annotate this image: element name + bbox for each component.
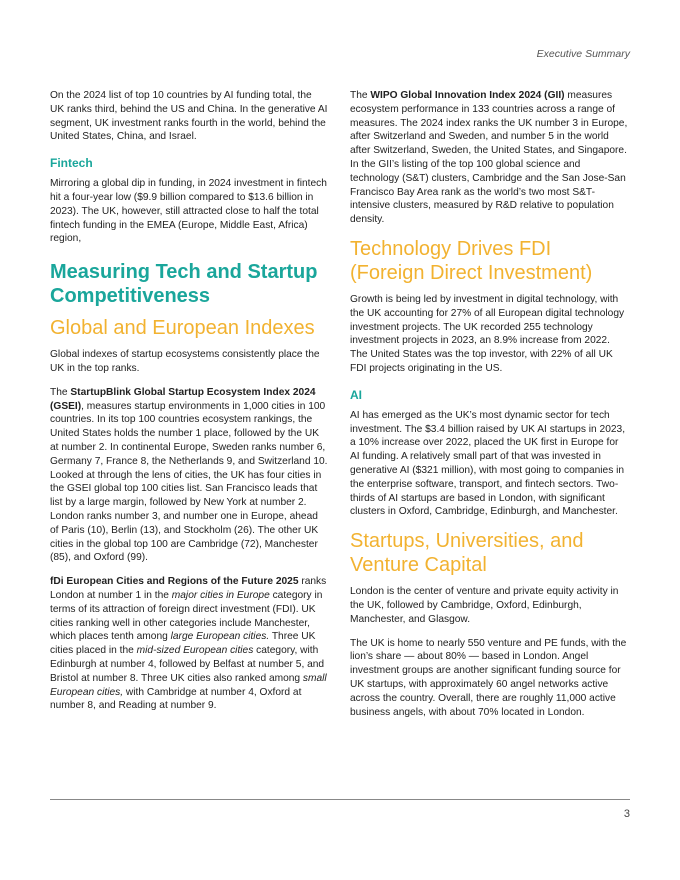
section-title: Measuring Tech and Startup Competitiveness xyxy=(50,261,318,308)
fdi-italic: small European cities, xyxy=(50,672,327,698)
running-head: Executive Summary xyxy=(536,48,630,60)
gsei-lead: The xyxy=(50,386,71,398)
ai-paragraph: AI has emerged as the UK’s most dynamic sector for tech investment. The $3.4 billion raised by UK AI startups in 2023, a 10% increase over 2022, placed the UK first in Europe for AI funding. A relatively small part of that was invested in generative AI ($321 million), with most going to companies in the enterprise software, transport, and fintech sectors. Two-thirds of AI startups are based in London, with significant clusters in Oxford, Cambridge, Edinburgh, and Manchester. xyxy=(350,409,626,518)
fintech-paragraph: Mirroring a global dip in funding, in 2024 investment in fintech hit a four-year low ($9.9 billion compared to $13.6 billion in 2023). The UK, however, still attracted close to half the total fintech funding in the EMEA (Europe, Middle East, Africa) region, xyxy=(50,178,327,245)
gsei-name: StartupBlink Global Startup Ecosystem Index 2024 (GSEI) xyxy=(50,386,316,412)
fdi-seg: category, with Edinburgh at number 4, followed by Belfast at number 5, and Bristol at number 8. Three UK cities also ranked among xyxy=(50,645,325,684)
page-number: 3 xyxy=(623,808,630,820)
right-column xyxy=(350,89,628,729)
fdi-italic: major cities in Europe xyxy=(171,589,270,601)
indexes-heading: Global and European Indexes xyxy=(50,317,315,340)
fdi-seg: ranks London at number 1 in the xyxy=(50,576,327,601)
fdi-seg: category in terms of its attraction of foreign direct investment (FDI). UK cities ranking well in other categories include Manchester, which places tenth among xyxy=(50,589,323,643)
wipo-paragraph xyxy=(350,89,628,227)
fdi-section-heading: Technology Drives FDI (Foreign Direct Investment) xyxy=(350,237,593,284)
fdi-section-paragraph: Growth is being led by investment in digital technology, with the UK accounting for 27% of all European digital technology investment projects. The UK recorded 255 technology investment projects in 2023, an 8.9% increase from 2022. The United States was the top investor, with 22% of all UK FDI projects originating in the US. xyxy=(350,293,625,374)
fdi-seg: Three UK cities placed in the xyxy=(50,631,316,657)
fdi-italic: mid-sized European cities xyxy=(136,645,254,657)
fdi-ranking-paragraph xyxy=(50,575,328,713)
fdi-ranking-name: fDi European Cities and Regions of the Future 2025 xyxy=(50,576,299,588)
wipo-body: measures ecosystem performance in 133 countries across a range of measures. The 2024 index ranks the UK number 3 in Europe, after Switzerland and Sweden, and number 5 in the world after Switzerland, Sweden, the United States, and Singapore. In the GII’s listing of the top 100 global science and technology (S&T) clusters, Cambridge and the San Jose-San Francisco Bay Area rank as the world’s two most S&T-intensive clusters, measured by R&D relative to population density. xyxy=(350,90,628,226)
gsei-paragraph xyxy=(50,386,328,565)
indexes-intro: Global indexes of startup ecosystems consistently place the UK in the top ranks. xyxy=(50,349,320,374)
startups-heading: Startups, Universities, and Venture Capital xyxy=(350,530,584,577)
fintech-heading: Fintech xyxy=(50,156,93,171)
startups-paragraph-1: London is the center of venture and private equity activity in the UK, followed by Cambridge, Oxford, Edinburgh, Manchester, and Glasgow. xyxy=(350,586,619,625)
fdi-seg: with Cambridge at number 4, Oxford at number 8, and Reading at number 9. xyxy=(50,686,302,712)
fdi-italic: large European cities. xyxy=(170,631,270,643)
startups-paragraph-2: The UK is home to nearly 550 venture and PE funds, with the lion’s share — about 80% — based in London. Angel investment groups are another significant funding source for UK startups, with approximately 60 angel networks active across the country. Overall, there are roughly 11,000 active business angels, with about 70% located in London. xyxy=(350,637,627,718)
footer-rule xyxy=(50,799,630,800)
wipo-name: WIPO Global Innovation Index 2024 (GII) xyxy=(370,90,565,101)
gsei-body: , measures startup environments in 1,000 cities in 100 countries. In its top 100 countries ecosystem rankings, the United States holds the number 1 place, followed by the UK at number 2. In continental Europe, Sweden ranks number 6, Germany 7, France 8, the Netherlands 9, and Switzerland 10. Looked at through the lens of cities, the UK has four cities in the GSEI global top 100 cities list. San Francisco leads that list by a large margin, followed by New York at number 2. London ranks number 3, and number one in Europe, ahead of Paris (10), Berlin (13), and Stockholm (26). The other UK cities in the global top 100 are Cambridge (72), Manchester (85), and Oxford (99). xyxy=(50,400,328,564)
intro-paragraph: On the 2024 list of top 10 countries by AI funding total, the UK ranks third, behind the US and China. In the generative AI segment, UK investment ranks fourth in the world, behind the United States, China, and Israel. xyxy=(50,90,328,143)
wipo-lead: The xyxy=(350,90,371,101)
left-column xyxy=(50,89,328,723)
ai-heading: AI xyxy=(350,387,362,402)
